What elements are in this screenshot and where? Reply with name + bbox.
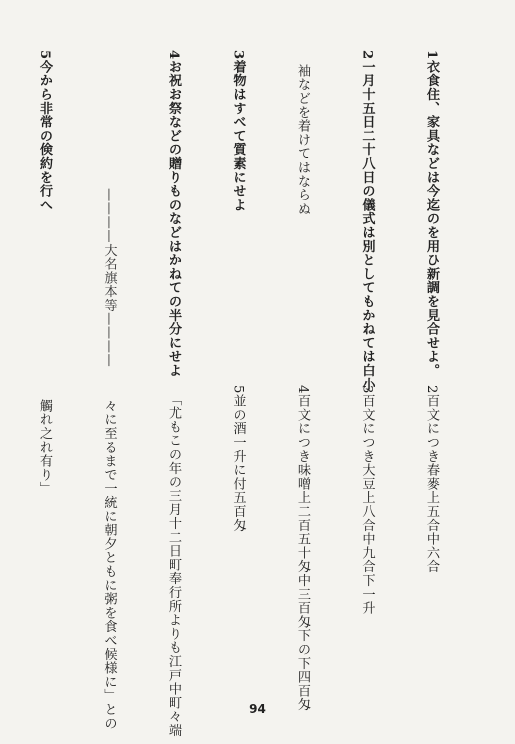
text-line: 觸れ之れ有り」 [37, 385, 52, 496]
text-line: 2百文につき春麥上五合中六合 [424, 385, 439, 574]
text-line: 袖などを着けてはならぬ [295, 50, 310, 216]
text-line: 3着物はすべて質素にせよ [230, 50, 246, 212]
text-line: 3百文につき大豆上八合中九合下一升 [359, 385, 375, 615]
page-number: 94 [249, 702, 266, 716]
text-line: 「尤もこの年の三月十二日町奉行所よりも江戸中町々端 [166, 385, 181, 738]
top-text-section [37, 50, 485, 391]
text-line: 4お祝お祭などの贈りものなどはかねての半分にせよ [166, 50, 181, 378]
text-line: 2一月十五日二十八日の儀式は別としてもかねては白小 [359, 50, 375, 391]
text-line: 々に至るまで一統に朝夕ともに粥を食べ候様に」との [101, 385, 117, 730]
text-line: 5並の酒一升に付五百匁 [230, 385, 246, 532]
section-label-daimyo: ————大名旗本等———— [101, 50, 117, 368]
text-line: 5今から非常の倹約を行へ [37, 50, 52, 212]
text-line: 4百文につき味噌上二百五十匁中三百匁下の下四百匁 [295, 385, 310, 712]
text-line: 1衣食住、家具などは今迄のを用ひ新調を見合せよ。 [424, 50, 439, 378]
